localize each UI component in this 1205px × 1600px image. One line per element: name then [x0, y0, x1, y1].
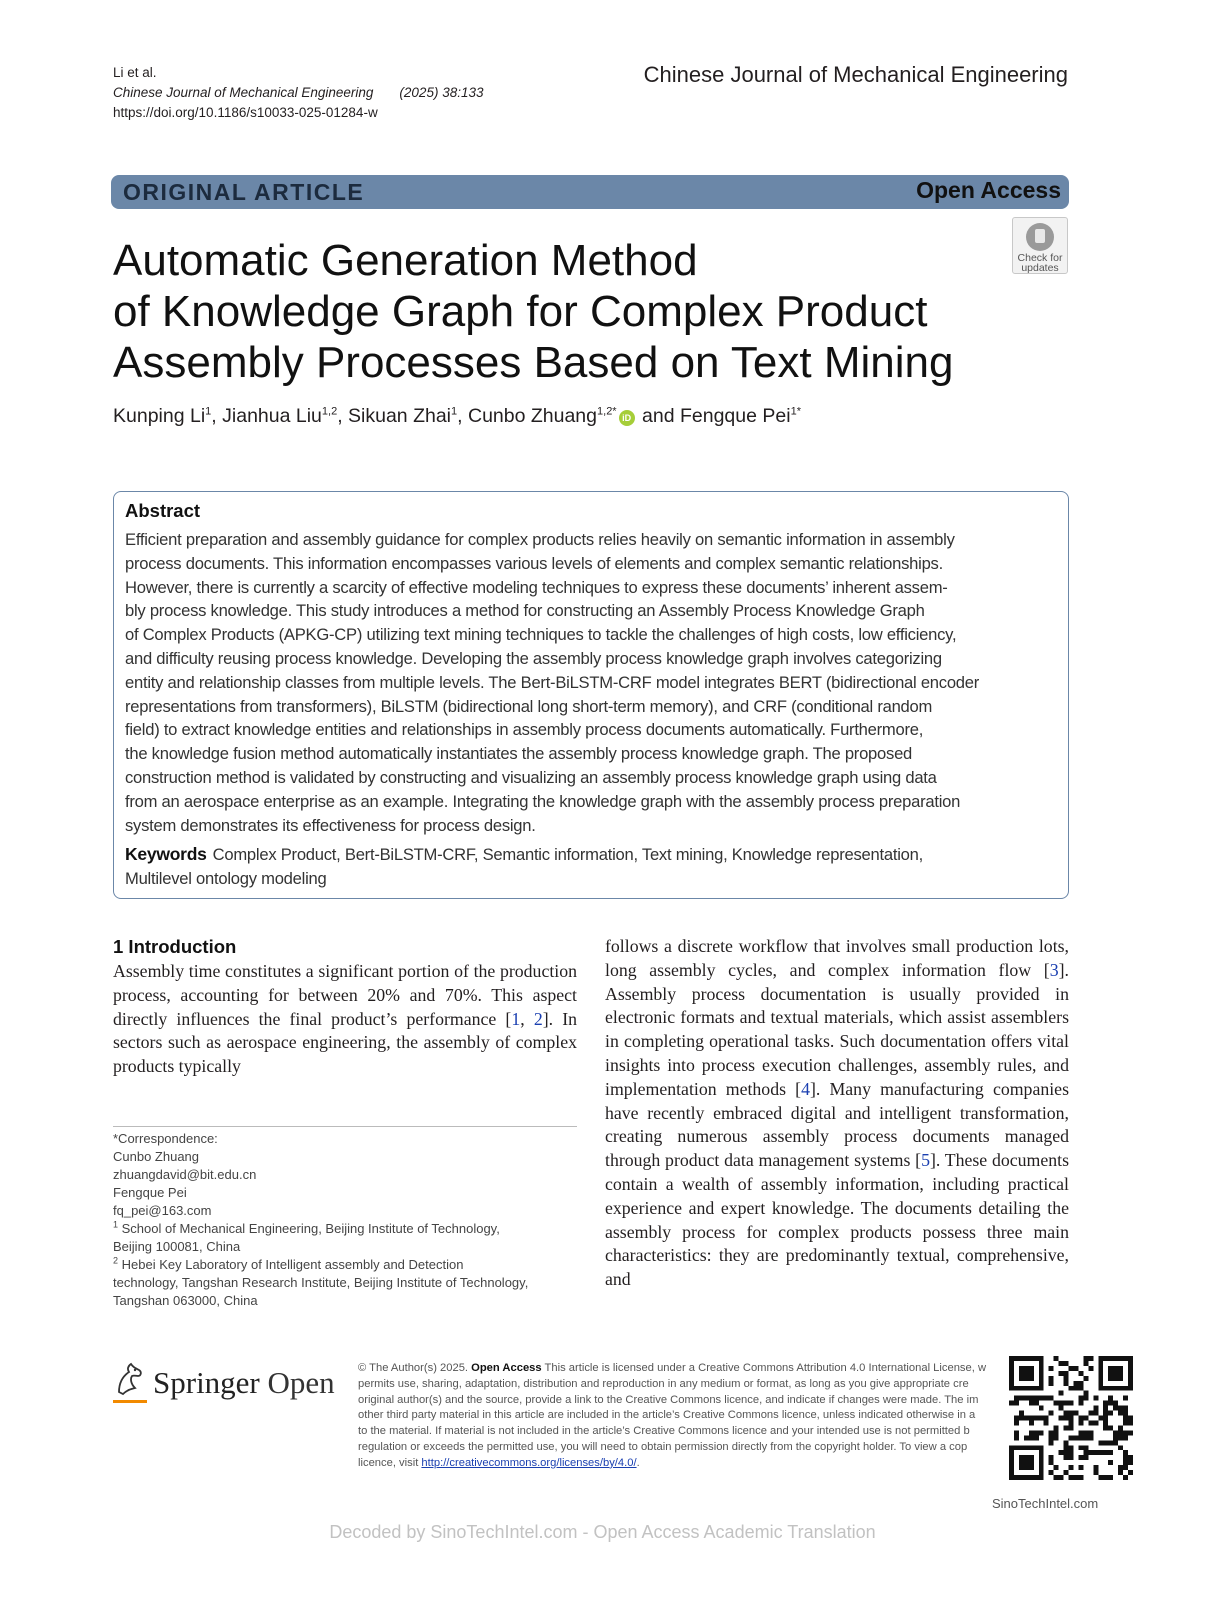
license-text: © The Author(s) 2025. Open Access This article is licensed under a Creative Commons Attribution 4.0 International License, w permits use, sharing, adaptation, distribution and reproduction in any medium or format, as long as you give appropriate cre original author(s) and the source, provide a link to the Creative Commons licence, and indicate if changes were made. The im other third party material in this article are included in the article’s Creative Commons licence, unless indicated otherwise in a to the material. If material is not included in the article’s Creative Commons licence and your intended use is not permitted b regulation or exceeds the permitted use, you will need to obtain permission directly from the copyright holder. To view a cop licence, visit http://creativecommons.org/licenses/by/4.0/.: [358, 1362, 987, 1469]
abstract-heading: Abstract: [125, 500, 201, 521]
doi-link[interactable]: https://doi.org/10.1186/s10033-025-01284-w: [113, 105, 378, 120]
section-heading-introduction: 1 Introduction: [113, 936, 237, 957]
citation-link[interactable]: 3: [1049, 959, 1059, 980]
article-title: Automatic Generation Method of Knowledge Graph for Complex Product Assembly Processes Based on Text Mining: [113, 236, 954, 387]
keywords: Keywords Complex Product, Bert-BiLSTM-CRF, Semantic information, Text mining, Knowledge representation, Multilevel ontology modeling: [125, 844, 923, 889]
citation-link[interactable]: 1: [511, 1008, 521, 1029]
journal-name: Chinese Journal of Mechanical Engineering: [643, 62, 1068, 87]
license-link[interactable]: http://creativecommons.org/licenses/by/4.0/: [421, 1456, 637, 1469]
author-name: Cunbo Zhuang: [467, 405, 598, 427]
citation-link[interactable]: 5: [921, 1150, 930, 1171]
watermark-banner: Decoded by SinoTechIntel.com - Open Access Academic Translation: [329, 1522, 876, 1542]
qr-code-icon[interactable]: [1007, 1356, 1135, 1480]
author-name: Jianhua Liu: [222, 405, 322, 427]
citation-link[interactable]: 2: [533, 1008, 543, 1029]
keywords-label: Keywords: [125, 844, 207, 865]
author-name: Fengque Pei: [679, 405, 791, 427]
email-link[interactable]: fq_pei@163.com: [113, 1203, 212, 1218]
watermark-small: SinoTechIntel.com: [992, 1496, 1099, 1511]
citation-link[interactable]: 4: [801, 1078, 810, 1099]
journal-citation: Chinese Journal of Mechanical Engineering (2025) 38:133: [113, 85, 484, 100]
article-type: ORIGINAL ARTICLE: [123, 179, 365, 205]
intro-paragraph-right: follows a discrete workflow that involves small production lots, long assembly cycles, and complex information flow [3]. Assembly process documentation is usually provided in electronic formats and textual materials, which assist assemblers in completing operational tasks. Such documentation offers vital insights into process execution challenges, assembly rules, and implementation methods [4]. Many manufacturing companies have recently embraced digital and intelligent transformation, creating numerous assembly process documents managed through product data management systems [5]. These documents contain a wealth of assembly information, including practical experience and expert knowledge. The documents detailing the assembly process for complex products possess three main characteristics: they are predominantly textual, comprehensive, and: [605, 936, 1069, 1290]
open-access-label: Open Access: [916, 177, 1061, 203]
check-updates-label: Check for updates: [1017, 252, 1063, 274]
springer-accent-bar: [113, 1400, 147, 1403]
check-for-updates-button[interactable]: [1012, 217, 1068, 274]
bookmark-icon: [1026, 223, 1054, 251]
footnotes: *Correspondence: Cunbo Zhuang zhuangdavid@bit.edu.cn Fengque Pei fq_pei@163.com $^1$ School of Mechanical Engineering, Beijing Institute of Technology, Beijing 100081, China $^2$ Hebei Key Laboratory of Intelligent assembly and Detection technology, Tangshan Research Institute, Beijing Institute of Technology, Tangshan 063000, China: [113, 1130, 577, 1310]
author-list: Kunping Li$^1$, Jianhua Liu$^{1,2}$, Sikuan Zhai$^1$, Cunbo Zhuang$^{1,2*}$iD and Fengque Pei$^{1*}$: [113, 405, 801, 427]
footnote-divider: [113, 1126, 577, 1127]
author-name: Sikuan Zhai: [348, 405, 452, 427]
citation-block: [113, 63, 484, 123]
email-link[interactable]: zhuangdavid@bit.edu.cn: [113, 1167, 257, 1182]
abstract-text: Efficient preparation and assembly guidance for complex products relies heavily on semantic information in assembly process documents. This information encompasses various levels of elements and complex semantic relationships. However, there is currently a scarcity of effective modeling techniques to express these documents’ inherent assem- bly process knowledge. This study introduces a method for constructing an Assembly Process Knowledge Graph of Complex Products (APKG-CP) utilizing text mining techniques to tackle the challenges of high costs, low efficiency, and difficulty reusing process knowledge. Developing the assembly process knowledge graph involves categorizing entity and relationship classes from multiple levels. The Bert-BiLSTM-CRF model integrates BERT (bidirectional encoder representations from transformers), BiLSTM (bidirectional long short-term memory), and CRF (conditional random field) to extract knowledge entities and relationships in assembly process documents automatically. Furthermore, the knowledge fusion method automatically instantiates the assembly process knowledge graph. The proposed construction method is validated by constructing and visualizing an assembly process knowledge graph using data from an aerospace enterprise as an example. Integrating the knowledge graph with the assembly process preparation system demonstrates its effectiveness for process design.: [125, 530, 980, 835]
article-type-bar: [111, 175, 1069, 209]
author-name: Kunping Li: [113, 405, 206, 427]
intro-paragraph-left: Assembly time constitutes a significant portion of the production process, accounting for between 20% and 70%. This aspect directly influences the final product’s performance [1, 2]. In sectors such as aerospace engineering, the assembly of complex products typically: [113, 961, 578, 1077]
authors-short: Li et al.: [113, 65, 157, 80]
springer-horse-icon: [113, 1362, 145, 1396]
abstract-box: [113, 491, 1069, 899]
orcid-icon[interactable]: iD: [619, 410, 635, 426]
